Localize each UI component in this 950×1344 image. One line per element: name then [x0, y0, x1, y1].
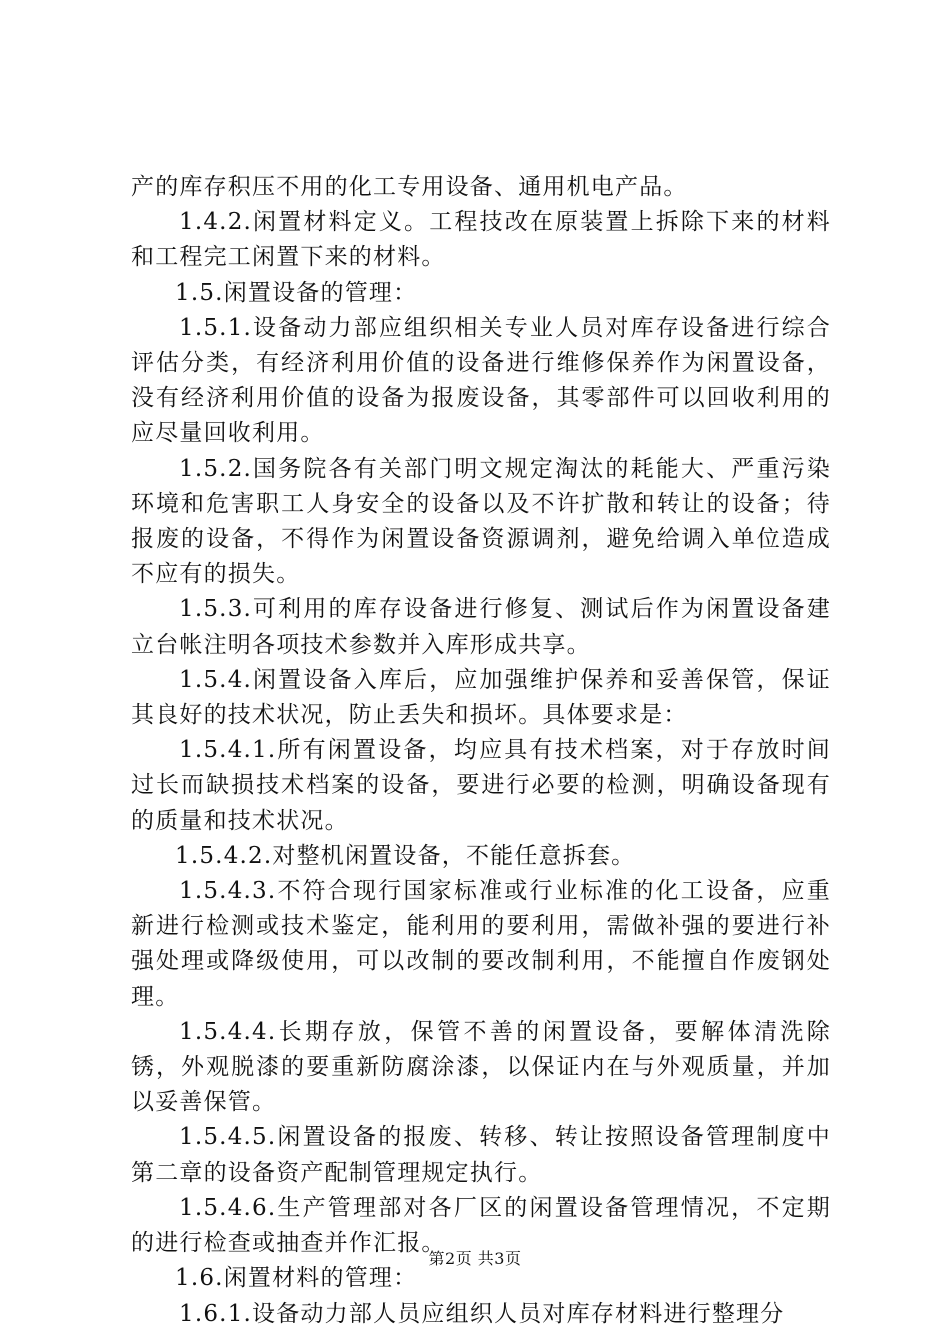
paragraph-1-4-2: 1.4.2.闲置材料定义。工程技改在原装置上拆除下来的材料和工程完工闲置下来的材料。	[131, 209, 831, 271]
paragraph-1-5-4-3: 1.5.4.3.不符合现行国家标准或行业标准的化工设备，应重新进行检测或技术鉴定，能利用的要利用，需做补强的要进行补强处理或降级使用，可以改制的要改制利用，不能擅自作废钢处理。	[131, 878, 831, 1010]
document-body	[131, 170, 831, 1332]
paragraph-1-5-2: 1.5.2.国务院各有关部门明文规定淘汰的耗能大、严重污染环境和危害职工人身安全的设备以及不许扩散和转让的设备；待报废的设备，不得作为闲置设备资源调剂，避免给调入单位造成不应有的损失。	[131, 455, 831, 588]
paragraph-1-5-4-2: 1.5.4.2.对整机闲置设备，不能任意拆套。	[175, 842, 636, 869]
paragraph-1-5-1: 1.5.1.设备动力部应组织相关专业人员对库存设备进行综合评估分类，有经济利用价值的设备进行维修保养作为闲置设备，没有经济利用价值的设备为报废设备，其零部件可以回收利用的应尽量回收利用。	[131, 314, 831, 447]
heading-1-5: 1.5.闲置设备的管理：	[175, 279, 418, 306]
paragraph-1-5-3: 1.5.3.可利用的库存设备进行修复、测试后作为闲置设备建立台帐注明各项技术参数并入库形成共享。	[131, 596, 831, 658]
paragraph-1-5-4-1: 1.5.4.1.所有闲置设备，均应具有技术档案，对于存放时间过长而缺损技术档案的设备，要进行必要的检测，明确设备现有的质量和技术状况。	[131, 737, 831, 834]
paragraph-1-5-4-5: 1.5.4.5.闲置设备的报废、转移、转让按照设备管理制度中第二章的设备资产配制管理规定执行。	[131, 1124, 831, 1186]
paragraph-1-5-4-4: 1.5.4.4.长期存放，保管不善的闲置设备，要解体清洗除锈，外观脱漆的要重新防腐涂漆，以保证内在与外观质量，并加以妥善保管。	[131, 1018, 831, 1116]
paragraph-1-5-4-6: 1.5.4.6.生产管理部对各厂区的闲置设备管理情况，不定期的进行检查或抽查并作汇报。	[131, 1194, 831, 1257]
heading-1-6: 1.6.闲置材料的管理：	[175, 1265, 418, 1292]
paragraph-1-6-1: 1.6.1.设备动力部人员应组织人员对库存材料进行整理分	[179, 1300, 785, 1327]
paragraph-continuation: 产的库存积压不用的化工专用设备、通用机电产品。	[131, 174, 688, 200]
paragraph-1-5-4: 1.5.4.闲置设备入库后，应加强维护保养和妥善保管，保证其良好的技术状况，防止丢失和损坏。具体要求是：	[131, 666, 831, 729]
page-footer: 第2页 共3页	[428, 1249, 522, 1268]
